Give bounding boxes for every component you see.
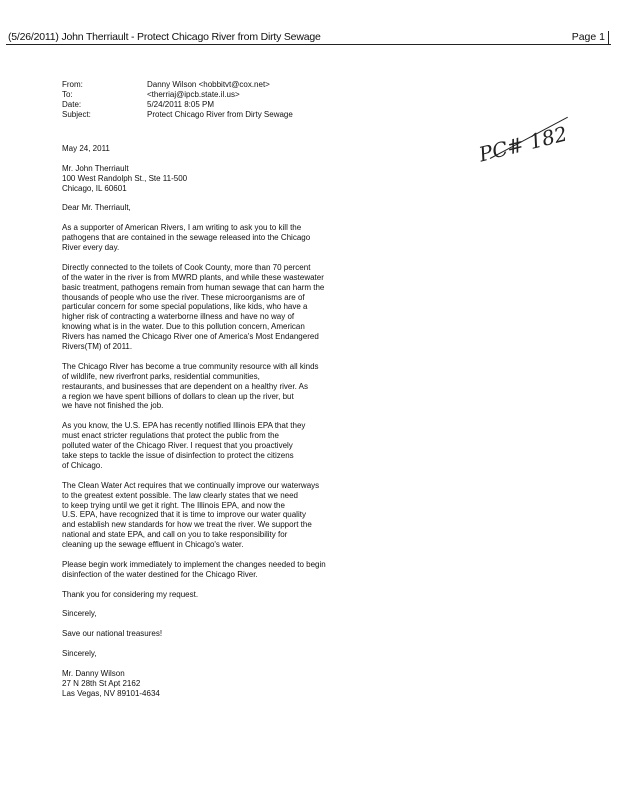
paragraph: The Chicago River has become a true community resource with all kinds of wildlife, new riverfront parks, residential communities, restaurants, and businesses that are dependent on a healthy river. As a region we have spent billions of dollars to clean up the river, but we have not finished the job. [62, 361, 319, 411]
page-number: Page 1 [572, 31, 609, 44]
paragraph: Directly connected to the toilets of Cook County, more than 70 percent of the water in the river is from MWRD plants, and while these wastewater basic treatment, pathogens remain from human sewage that can harm the thousands of people who use the river. These microorganisms are of particular concern for some special populations, like kids, who have a higher risk of contracting a waterborne illness and have no way of knowing what is in the water. Due to this pollution concern, American Rivers has named the Chicago River one of America's Most Endangered Rivers(TM) of 2011. [62, 262, 325, 352]
paragraph: As a supporter of American Rivers, I am writing to ask you to kill the pathogens that are contained in the sewage released into the Chicago River every day. [62, 223, 311, 253]
meta-value: 5/24/2011 8:05 PM [147, 100, 215, 109]
meta-value: Protect Chicago River from Dirty Sewage [147, 110, 293, 119]
header-title: (5/26/2011) John Therriault - Protect Chicago River from Dirty Sewage [8, 31, 321, 43]
letter-date: May 24, 2011 [62, 144, 110, 153]
closing: Sincerely, [62, 649, 97, 659]
page-header [6, 30, 611, 45]
recipient-address: Mr. John Therriault 100 West Randolph St., Ste 11-500 Chicago, IL 60601 [62, 163, 188, 193]
paragraph: Please begin work immediately to implement the changes needed to begin disinfection of the water destined for the Chicago River. [62, 559, 326, 579]
paragraph: Thank you for considering my request. [62, 589, 199, 599]
meta-label: Subject: [62, 110, 91, 119]
email-metadata [62, 80, 293, 120]
meta-label: From: [62, 80, 83, 89]
sender-address: Mr. Danny Wilson 27 N 28th St Apt 2162 Las Vegas, NV 89101-4634 [62, 668, 160, 698]
paragraph: Save our national treasures! [62, 629, 163, 639]
meta-to [62, 90, 293, 100]
meta-value: Danny Wilson <hobbitvt@cox.net> [147, 80, 270, 89]
paragraph: The Clean Water Act requires that we continually improve our waterways to the greatest extent possible. The law clearly states that we need to keep trying until we get it right. The Illinois EPA, and now the U.S. EPA, have recognized that it is time to improve our water quality and establish new standards for how we treat the river. We support the national and state EPA, and call on you to take responsibility for cleaning up the sewage effluent in Chicago's water. [62, 480, 320, 550]
closing: Sincerely, [62, 609, 97, 619]
paragraph: As you know, the U.S. EPA has recently notified Illinois EPA that they must enact stricter regulations that protect the public from the polluted water of the Chicago River. I request that you proactively take steps to tackle the issue of disinfection to protect the citizens of Chicago. [62, 421, 306, 470]
meta-label: To: [62, 90, 73, 99]
meta-subject [62, 110, 293, 120]
meta-label: Date: [62, 100, 82, 109]
letter-body [62, 144, 482, 708]
meta-value: <therriaj@ipcb.state.il.us> [147, 90, 240, 99]
handwritten-annotation: PC# 182 [476, 121, 570, 167]
meta-from [62, 80, 293, 90]
salutation: Dear Mr. Therriault, [62, 203, 131, 213]
meta-date [62, 100, 293, 110]
